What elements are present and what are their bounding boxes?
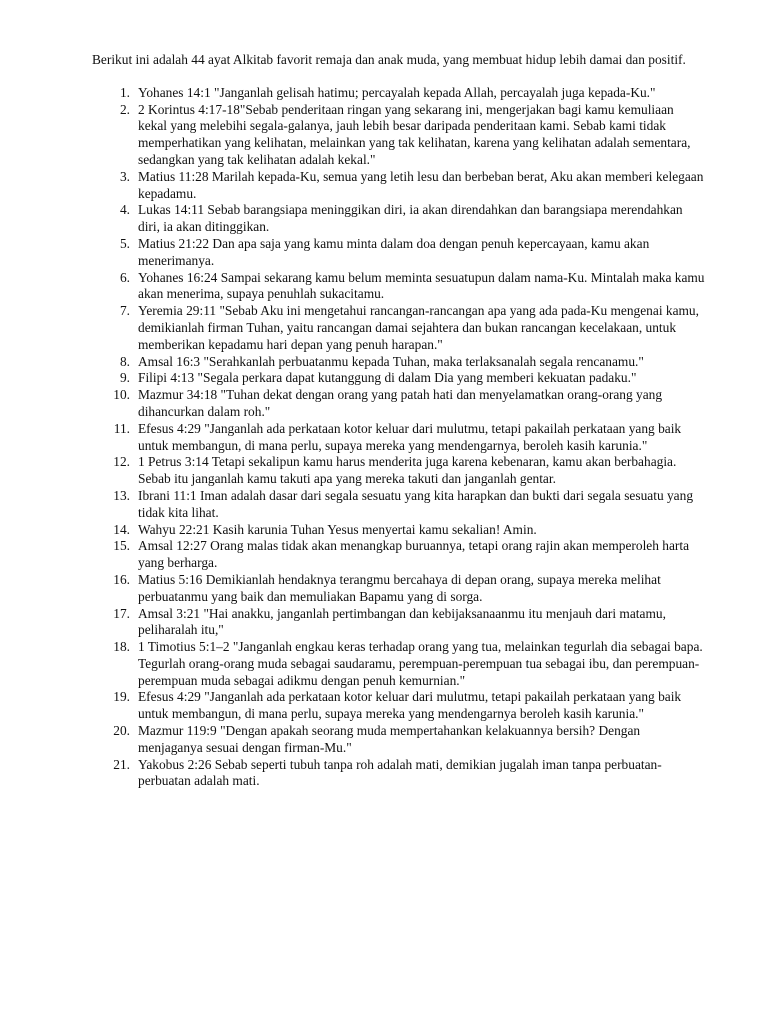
item-text: Yakobus 2:26 Sebab seperti tubuh tanpa roh adalah mati, demikian jugalah iman tanpa perbuatan-perbuatan adalah mati. <box>138 756 662 789</box>
item-number: 20. <box>113 723 130 739</box>
item-number: 8. <box>119 353 130 369</box>
intro-paragraph: Berikut ini adalah 44 ayat Alkitab favorit remaja dan anak muda, yang membuat hidup lebih damai dan positif. <box>92 52 686 67</box>
item-text: Wahyu 22:21 Kasih karunia Tuhan Yesus menyertai kamu sekalian! Amin. <box>138 521 537 537</box>
item-text: Efesus 4:29 "Janganlah ada perkataan kotor keluar dari mulutmu, tetapi pakailah perkataan yang baik untuk membangun, di mana perlu, supaya mereka yang mendengarnya, beroleh kasih karunia." <box>138 420 682 453</box>
item-number: 15. <box>113 538 130 554</box>
list-item <box>92 689 706 723</box>
list-item <box>92 303 706 353</box>
item-text: 1 Timotius 5:1–2 "Janganlah engkau keras terhadap orang yang tua, melainkan tegurlah dia sebagai bapa. Tegurlah orang-orang muda sebagai saudaramu, perempuan-perempuan tua sebagai ibu, dan perempuan-perempuan muda sebagai adikmu dengan penuh kemurnian." <box>138 639 703 688</box>
list-item <box>92 572 706 606</box>
item-number: 19. <box>113 689 130 705</box>
list-item <box>92 606 706 640</box>
item-number: 1. <box>119 84 130 100</box>
item-text: Ibrani 11:1 Iman adalah dasar dari segala sesuatu yang kita harapkan dan bukti dari segala sesuatu yang tidak kita lihat. <box>138 487 694 520</box>
list-item <box>92 757 706 791</box>
item-number: 2. <box>119 101 130 117</box>
item-text: 2 Korintus 4:17-18"Sebab penderitaan ringan yang sekarang ini, mengerjakan bagi kamu kemuliaan kekal yang melebihi segala-galanya, jauh lebih besar daripada penderitaan kami. Sebab kami tidak memperhatikan yang kelihatan, melainkan yang tak kelihatan, karena yang kelihatan adalah sementara, sedangkan yang tak kelihatan adalah kekal." <box>138 101 691 167</box>
item-number: 10. <box>113 387 130 403</box>
item-text: Yeremia 29:11 "Sebab Aku ini mengetahui rancangan-rancangan apa yang ada pada-Ku mengenai kamu, demikianlah firman Tuhan, yaitu rancangan damai sejahtera dan bukan rancangan kecelakaan, untuk memberikan kepadamu hari depan yang penuh harapan." <box>138 303 699 352</box>
verse-list <box>92 85 706 790</box>
item-text: Matius 11:28 Marilah kepada-Ku, semua yang letih lesu dan berbeban berat, Aku akan memberi kelegaan kepadamu. <box>138 168 704 201</box>
item-number: 13. <box>113 487 130 503</box>
item-text: Amsal 12:27 Orang malas tidak akan menangkap buruannya, tetapi orang rajin akan memperoleh harta yang berharga. <box>138 538 690 571</box>
item-number: 17. <box>113 605 130 621</box>
list-item <box>92 236 706 270</box>
item-number: 21. <box>113 756 130 772</box>
item-text: 1 Petrus 3:14 Tetapi sekalipun kamu harus menderita juga karena kebenaran, kamu akan berbahagia. Sebab itu janganlah kamu takuti apa yang mereka takuti dan janganlah gentar. <box>138 454 677 487</box>
item-number: 9. <box>119 370 130 386</box>
list-item <box>92 421 706 455</box>
item-text: Mazmur 34:18 "Tuhan dekat dengan orang yang patah hati dan menyelamatkan orang-orang yang dihancurkan dalam roh." <box>138 387 663 419</box>
list-item <box>92 169 706 203</box>
document-page <box>92 52 706 790</box>
item-text: Yohanes 16:24 Sampai sekarang kamu belum meminta sesuatupun dalam nama-Ku. Mintalah maka kamu akan menerima, supaya penuhlah sukacitamu. <box>138 269 705 302</box>
list-item <box>92 370 706 387</box>
item-text: Amsal 16:3 "Serahkanlah perbuatanmu kepada Tuhan, maka terlaksanalah segala rencanamu." <box>138 353 644 369</box>
list-item <box>92 454 706 488</box>
list-item <box>92 488 706 522</box>
item-text: Amsal 3:21 "Hai anakku, janganlah pertimbangan dan kebijaksanaanmu itu menjauh dari matamu, peliharalah itu," <box>138 605 666 638</box>
item-text: Lukas 14:11 Sebab barangsiapa meninggikan diri, ia akan direndahkan dan barangsiapa merendahkan diri, ia akan ditinggikan. <box>138 202 683 235</box>
list-item <box>92 202 706 236</box>
item-number: 6. <box>119 269 130 285</box>
list-item <box>92 538 706 572</box>
item-number: 4. <box>119 202 130 218</box>
list-item <box>92 639 706 689</box>
item-number: 11. <box>113 420 130 436</box>
item-text: Mazmur 119:9 "Dengan apakah seorang muda mempertahankan kelakuannya bersih? Dengan menjaganya sesuai dengan firman-Mu." <box>138 723 641 755</box>
item-number: 16. <box>113 571 130 587</box>
item-number: 5. <box>119 235 130 251</box>
item-number: 12. <box>113 454 130 470</box>
item-text: Matius 21:22 Dan apa saja yang kamu minta dalam doa dengan penuh kepercayaan, kamu akan menerimanya. <box>138 235 650 268</box>
item-number: 7. <box>119 303 130 319</box>
item-text: Filipi 4:13 "Segala perkara dapat kutanggung di dalam Dia yang memberi kekuatan padaku." <box>138 370 637 386</box>
list-item <box>92 270 706 304</box>
item-text: Efesus 4:29 "Janganlah ada perkataan kotor keluar dari mulutmu, tetapi pakailah perkataan yang baik untuk membangun, di mana perlu, supaya mereka yang mendengarnya beroleh kasih karunia." <box>138 689 682 722</box>
item-number: 3. <box>119 168 130 184</box>
list-item <box>92 102 706 169</box>
list-item <box>92 522 706 539</box>
item-text: Yohanes 14:1 "Janganlah gelisah hatimu; percayalah kepada Allah, percayalah juga kepada-Ku." <box>138 84 656 100</box>
item-number: 18. <box>113 639 130 655</box>
item-number: 14. <box>113 521 130 537</box>
list-item <box>92 354 706 371</box>
list-item <box>92 723 706 757</box>
list-item <box>92 387 706 421</box>
list-item <box>92 85 706 102</box>
item-text: Matius 5:16 Demikianlah hendaknya terangmu bercahaya di depan orang, supaya mereka melihat perbuatanmu yang baik dan memuliakan Bapamu yang di sorga. <box>138 571 661 604</box>
